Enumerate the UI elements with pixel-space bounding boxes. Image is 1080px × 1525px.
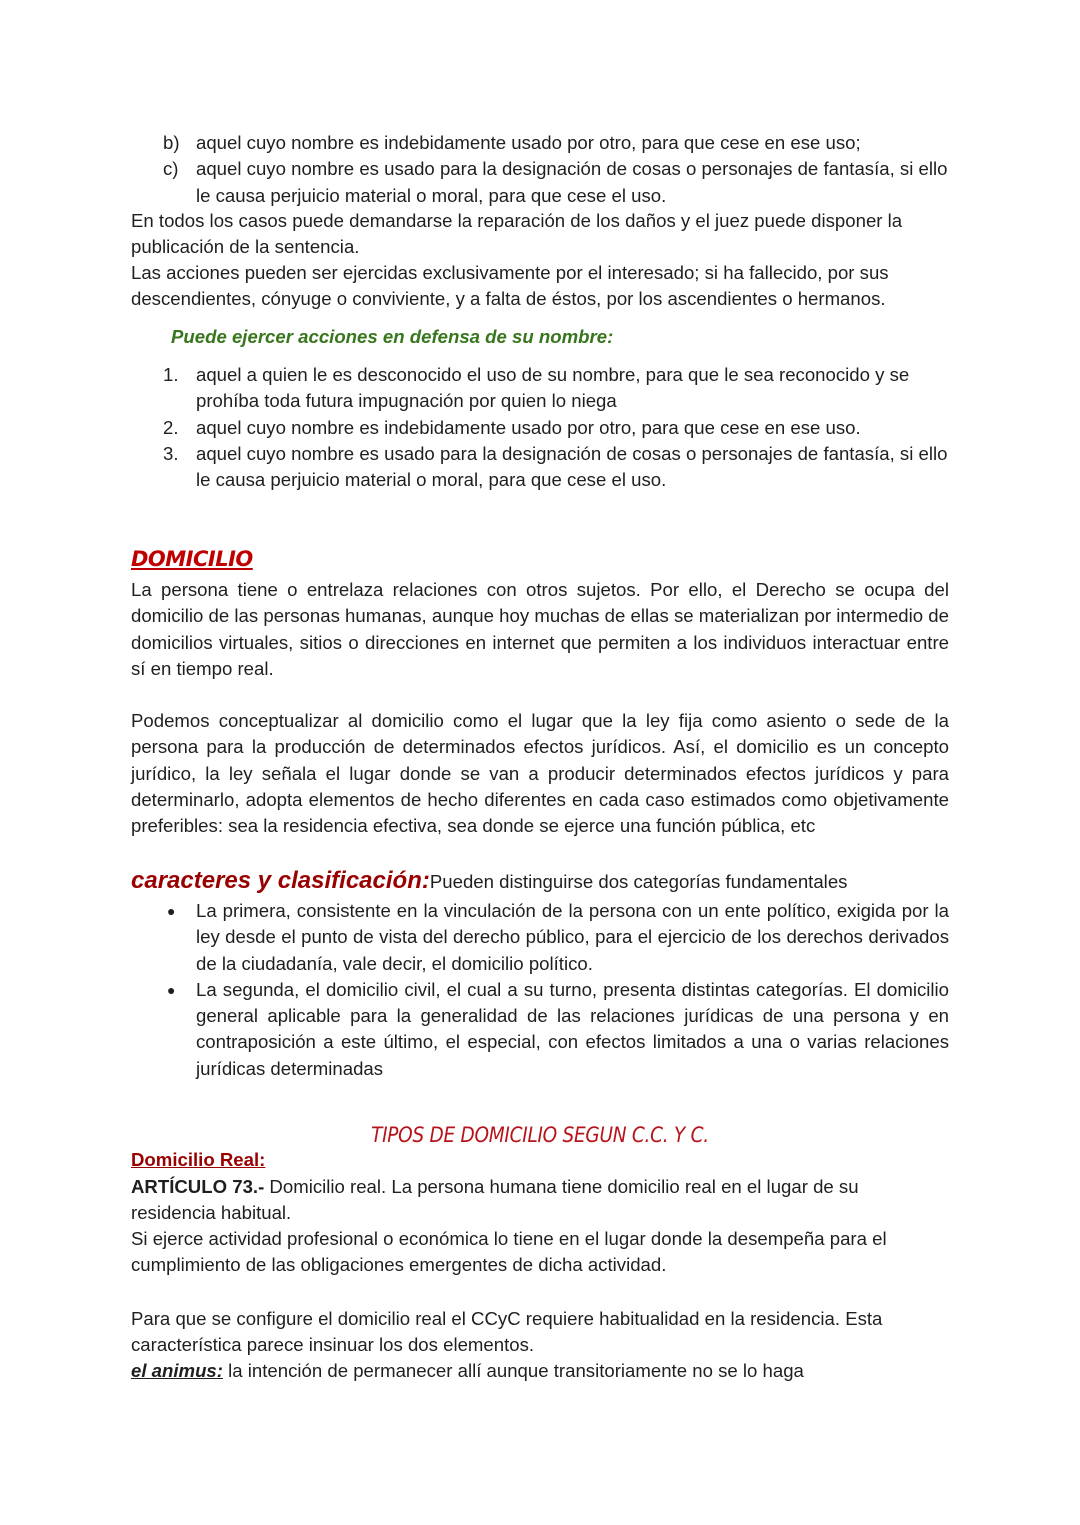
paragraph-actions: Las acciones pueden ser ejercidas exclusivamente por el interesado; si ha fallecido, por sus descendientes, cónyuge o conviviente, y a falta de éstos, por los ascendientes o hermanos. — [131, 262, 889, 310]
list-item: c) aquel cuyo nombre es usado para la designación de cosas o personajes de fantasía, si ello le causa perjuicio material o moral, para que cese el uso. — [163, 158, 948, 206]
list-item: 1. aquel a quien le es desconocido el uso de su nombre, para que le sea reconocido y se prohíba toda futura impugnación por quien lo niega — [163, 364, 910, 412]
domicilio-paragraph-2: Podemos conceptualizar al domicilio como el lugar que la ley fija como asiento o sede de la persona para la producción de determinados efectos jurídicos. Así, el domicilio es un concepto jurídico, la ley señala el lugar donde se van a producir determinados efectos jurídicos y para determinarlo, adopta elementos de hecho diferentes en cada caso estimados como objetivamente preferibles: sea la residencia efectiva, sea donde se ejerce una función pública, etc — [131, 710, 949, 837]
bullet-icon: ● — [167, 903, 176, 919]
habitualidad-paragraph: Para que se configure el domicilio real el CCyC requiere habitualidad en la residencia. Esta característica parece insinuar los dos elementos. — [131, 1308, 883, 1356]
top-list — [131, 130, 949, 209]
list-item: 3. aquel cuyo nombre es usado para la designación de cosas o personajes de fantasía, si ello le causa perjuicio material o moral, para que cese el uso. — [163, 442, 948, 491]
domicilio-paragraph-1: La persona tiene o entrelaza relaciones con otros sujetos. Por ello, el Derecho se ocupa del domicilio de las personas humanas, aunque hoy muchas de ellas se materializan por intermedio de domicilios virtuales, sitios o direcciones en internet que permiten a los individuos interactuar entre sí en tiempo real. — [131, 579, 949, 679]
tipos-heading: TIPOS DE DOMICILIO SEGUN C.C. Y C. — [371, 1123, 709, 1147]
domicilio-real-heading: Domicilio Real: — [131, 1149, 266, 1170]
green-heading: Puede ejercer acciones en defensa de su nombre: — [171, 326, 614, 347]
bullet-icon: ● — [167, 981, 176, 998]
articulo-73: ARTÍCULO 73.- Domicilio real. La persona humana tiene domicilio real en el lugar de su residencia habitual. — [131, 1176, 859, 1224]
caracteres-heading: caracteres y clasificación: — [131, 867, 430, 894]
caracteres-line: caracteres y clasificación:Pueden distinguirse dos categorías fundamentales — [131, 867, 848, 894]
list-item: ● La segunda, el domicilio civil, el cual a su turno, presenta distintas categorías. El domicilio general aplicable para la generalidad de las relaciones jurídicas de una persona y en contraposición a este último, el especial, con efectos limitados a una o varias relaciones jurídicas determinadas — [167, 978, 949, 1079]
domicilio-heading: DOMICILIO — [131, 547, 253, 571]
list-item: b) aquel cuyo nombre es indebidamente usado por otro, para que cese en ese uso; — [163, 132, 861, 153]
list-item: ● La primera, consistente en la vinculación de la persona con un ente político, exigida por la ley desde el punto de vista del derecho público, para el ejercicio de los derechos derivados de la ciudadanía, vale decir, el domicilio político. — [167, 900, 949, 974]
bullet-list — [131, 898, 949, 1082]
animus-paragraph: el animus: la intención de permanecer allí aunque transitoriamente no se lo haga — [131, 1360, 804, 1381]
articulo-73-paragraph-2: Si ejerce actividad profesional o económica lo tiene en el lugar donde la desempeña para el cumplimiento de las obligaciones emergentes de dicha actividad. — [131, 1228, 887, 1276]
numbered-list — [131, 362, 949, 493]
list-item: 2. aquel cuyo nombre es indebidamente usado por otro, para que cese en ese uso. — [163, 416, 861, 438]
paragraph-damages: En todos los casos puede demandarse la reparación de los daños y el juez puede disponer la publicación de la sentencia. — [131, 210, 903, 258]
